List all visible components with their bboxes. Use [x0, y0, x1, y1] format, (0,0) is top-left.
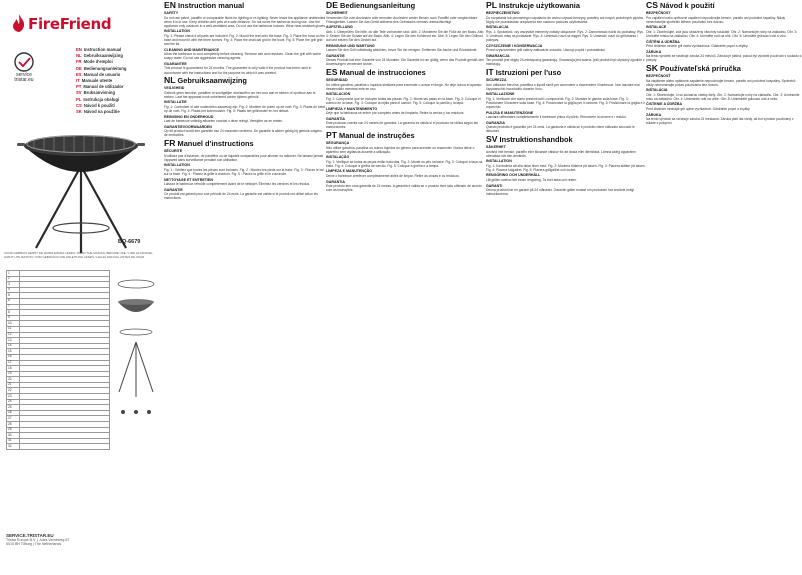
brand-name: FireFriend [28, 15, 112, 33]
section-block [326, 117, 486, 130]
section-block [646, 25, 802, 38]
block-text: Verwenden Sie zum Anzünden oder erneuten Anzünden weder Benzin noch Paraffin oder vergleichbare Flüssigkeiten. Lassen Sie das Gerät während des Gebrauchs niemals unbeaufsichtigt. [326, 15, 478, 24]
block-text: Przed czyszczeniem grill należy całkowicie ostudzić. Usunąć popiół i pozostałości. [486, 48, 606, 53]
block-heading: GARANTIE [326, 53, 345, 58]
block-heading: NETTOYAGE ET ENTRETIEN [164, 177, 213, 182]
flame-icon [12, 14, 26, 32]
block-heading: INSTALLAZIONE [486, 92, 515, 97]
section-block [646, 74, 802, 87]
part-number: 12 [7, 332, 20, 338]
block-heading: INSTALLATION [164, 29, 190, 34]
section-block [326, 78, 486, 91]
part-number: 1 [7, 271, 20, 277]
block-heading: SEGURIDAD [326, 78, 348, 83]
section-block [486, 159, 646, 172]
block-text: Este produto tem uma garantia de 24 meses. A garantia é válida se o produto tiver sido utilizado de acordo com as instruções. [326, 184, 482, 193]
read-manual-notice: VOOR GEBRUIK EERST DE HANDLEIDING LEZEN / READ THE MANUAL BEFORE USE / LIRE LE MANUEL AVANT UTILISATION / VOR GEBRAUCH DIE ANLEITUNG LESEN / LEA EL MANUAL ANTES DE USAR [4, 251, 153, 259]
section-block [164, 11, 326, 28]
block-text: Fig. 1: Kontrollera att alla delar finns med. Fig. 2: Montera fötterna på basen. Fig. 3: Placera skålen på basen. Fig. 4: Placera kolgallret. Fig. 5: Placera grillgallret och locket. [486, 163, 646, 172]
block-text: Laat de barbecue volledig afkoelen voordat u deze reinigt. Verwijder as en resten. [164, 119, 284, 124]
block-text: Op dit product wordt een garantie van 24 maanden verleend. De garantie is alleen geldig bij gebruik volgens de instructies. [164, 129, 322, 138]
footer-service-url: SERVICE.TRISTAR.EU [6, 533, 54, 538]
section-title [326, 131, 486, 140]
block-heading: INSTALLATION [164, 163, 190, 168]
language-label: Návod k použití [83, 102, 115, 108]
brand-logo [6, 6, 156, 46]
block-text: Laissez le barbecue refroidir complètement avant de le nettoyer. Éliminez les cendres et les résidus. [164, 182, 311, 187]
section-block [164, 62, 326, 75]
part-number: 23 [7, 394, 20, 400]
section-title-text: Istruzioni per l'uso [495, 67, 562, 77]
block-text: Dieses Produkt hat eine Garantie von 24 Monaten. Die Garantie ist nur gültig, wenn das Produkt gemäß den Anweisungen verwendet wurde. [326, 58, 484, 67]
block-text: Gebruik geen benzine, paraffine of soortgelijke vloeistoffen om het vuur aan te steken of opnieuw aan te steken. Laat het apparaat nooit onbeheerd achter tijdens gebruik. [164, 90, 316, 99]
section-block [164, 149, 326, 162]
section-title [486, 68, 646, 77]
block-text: Na tento výrobok sa vzťahuje záruka 24 mesiacov. Záruka platí iba vtedy, ak bol výrobok používaný v súlade s pokynmi. [646, 117, 794, 126]
language-code: SK [76, 109, 82, 115]
section-block [164, 29, 326, 46]
block-text: Pro zapálení nebo opětovné zapálení nepoužívejte benzín, parafín ani podobné kapaliny. Nikdy nenechávejte spotřebič během používání bez dozoru. [646, 15, 786, 24]
block-heading: GUARANTEE [164, 61, 187, 66]
section-block [486, 54, 646, 67]
block-heading: REINIGING EN ONDERHOUD [164, 114, 214, 119]
language-label: Manual de usuario [83, 71, 121, 77]
part-number: 17 [7, 360, 20, 366]
part-number: 21 [7, 382, 20, 388]
section-block [646, 40, 802, 49]
language-code: SV [76, 90, 82, 96]
section-block [326, 25, 486, 42]
block-text: Allow the barbecue to cool completely before cleaning. Remove ash and residues. Clean the grill with warm soapy water. Do not use aggressive cleaning agents. [164, 52, 321, 61]
section-title-text: Návod k použití [660, 1, 715, 10]
section-language-code: PT [326, 129, 337, 140]
section-block [646, 102, 802, 111]
parts-exploded-view [111, 272, 161, 432]
block-heading: ČIŠTĚNÍ A ÚDRŽBA [646, 39, 680, 44]
block-text: Låt grillen svalna helt innan rengöring. Ta bort aska och rester. [486, 178, 577, 183]
model-number: BQ-6679 [118, 239, 141, 245]
block-heading: REINIGUNG UND WARTUNG [326, 43, 375, 48]
manual-column-2 [164, 0, 326, 575]
block-heading: INSTALLATION [486, 159, 512, 164]
block-text: Não utilize gasolina, parafina ou outros líquidos do género para acender ou reacender. Nunca deixe o aparelho sem vigilância durante a utilização. [326, 145, 475, 154]
language-code: NL [76, 53, 82, 59]
part-number: 10 [7, 321, 20, 327]
part-description [20, 444, 110, 450]
section-title-text: Manual de instrucciones [339, 67, 426, 77]
section-language-code: IT [486, 66, 494, 77]
part-number: 15 [7, 349, 20, 355]
block-text: Do rozpalania lub ponownego rozpalania nie wolno używać benzyny, parafiny ani innych podobnych płynów. Nigdy nie pozostawiać urządzenia bez nadzoru podczas użytkowania. [486, 15, 644, 24]
block-text: Abb. 1: Überprüfen Sie bitte, ob alle Teile vorhanden sind. Abb. 2: Montieren Sie die Füße an der Basis. Abb. 3: Setzen Sie die Schale auf die Basis. Abb. 4: Legen Sie den Kohlerost ein. Abb. 5: Legen Sie den Grillrost auf und setzen Sie den Deckel auf. [326, 29, 485, 43]
section-block [486, 111, 646, 120]
block-heading: INSTALACIÓN [326, 92, 351, 97]
block-text: Deje que la barbacoa se enfríe por completo antes de limpiarla. Retire la ceniza y los residuos. [326, 111, 465, 116]
block-text: Fig. 1: Controleer of alle onderdelen aanwezig zijn. Fig. 2: Monteer de poten op de voet. Fig. 3: Plaats de ketel op de voet. Fig. 4: Plaats het kolenrooster. Fig. 5: Plaats het grillrooster en het deksel. [164, 105, 325, 114]
part-number: 28 [7, 422, 20, 428]
part-number: 32 [7, 444, 20, 450]
section-language-code: EN [164, 0, 176, 10]
language-label: Mode d'emploi [83, 59, 113, 65]
section-language-code: PL [486, 0, 497, 10]
block-text: Fig. 1 : Vérifiez que toutes les pièces sont incluses. Fig. 2 : Montez les pieds sur la base. Fig. 3 : Placez le bol sur la base. Fig. 4 : Placez la grille à charbon. Fig. 5 : Placez la grille et le couvercle. [164, 167, 324, 176]
section-block [326, 141, 486, 154]
section-block [646, 11, 802, 24]
section-block [326, 155, 486, 168]
language-label: Bedienungsanleitung [83, 65, 127, 71]
part-number: 19 [7, 371, 20, 377]
language-code: IT [76, 78, 80, 84]
section-block [164, 188, 326, 201]
manual-column-4 [486, 0, 646, 575]
block-heading: GARANTIA [326, 179, 345, 184]
block-heading: INSTALAÇÃO [326, 155, 350, 160]
block-heading: SÉCURITÉ [164, 149, 183, 154]
service-url: tristar.eu [14, 77, 34, 83]
part-number: 31 [7, 438, 20, 444]
part-number: 9 [7, 315, 20, 321]
part-number: 14 [7, 343, 20, 349]
block-text: Deixe o barbecue arrefecer completamente antes de limpar. Retire as cinzas e os resíduos. [326, 174, 460, 179]
block-text: Fig. 1: Verificare che siano presenti tutti i componenti. Fig. 2: Montare le gambe sulla base. Fig. 3: Posizionare il braciere sulla base. Fig. 4: Posizionare la griglia per il carbone. Fig. 5: Posizionare la griglia e il coperchio. [486, 96, 645, 110]
manual-column-3 [326, 0, 486, 575]
language-label: Bruksanvisning [83, 90, 116, 96]
block-heading: SEGURANÇA [326, 141, 350, 146]
section-title-text: Instruktionshandbok [499, 134, 573, 144]
block-text: No utilice gasolina, parafina o líquidos similares para encender o avivar el fuego. No deje nunca el aparato desatendido mientras esté en uso. [326, 82, 482, 91]
language-label: Instruction manual [83, 47, 122, 52]
block-text: Obr. 1: Skontrolujte, či sú súčasťou všetky diely. Obr. 2: Namontujte nohy na základňu. Obr. 3: Umiestnite misu na základňu. Obr. 4: Umiestnite rošt na uhlie. Obr. 5: Umiestnite grilovací rošt a veko. [646, 92, 800, 101]
section-language-code: CS [646, 0, 658, 10]
block-text: Ce produit est garanti pour une période de 24 mois. La garantie est valide si le produit est utilisé selon les instructions. [164, 192, 318, 201]
manual-column-5 [646, 0, 802, 575]
block-text: Pred čistením nechajte gril úplne vychladnúť. Odstráňte popol a zvyšky. [646, 107, 751, 112]
block-heading: LIMPIEZA Y MANTENIMIENTO [326, 106, 378, 111]
part-number: 18 [7, 366, 20, 372]
section-block [486, 11, 646, 24]
section-title [326, 1, 486, 10]
part-number: 30 [7, 433, 20, 439]
section-block [326, 107, 486, 116]
part-number: 20 [7, 377, 20, 383]
language-code: PT [76, 84, 82, 90]
service-logo [6, 51, 42, 81]
section-language-code: DE [326, 0, 338, 10]
section-block [326, 92, 486, 105]
section-block [164, 86, 326, 99]
block-heading: GARANTIE [164, 187, 183, 192]
block-heading: SICHERHEIT [326, 11, 348, 16]
block-text: Non utilizzare benzina, paraffina o liquidi simili per accendere o riaccendere il barbecue. Non lasciare mai l'apparecchio incustodito durante l'uso. [486, 82, 640, 91]
block-heading: AUFSTELLUNG [326, 25, 353, 30]
section-block [646, 113, 802, 126]
block-heading: INSTALACE [646, 25, 667, 30]
section-title [326, 68, 486, 77]
part-number: 2 [7, 276, 20, 282]
section-block [164, 100, 326, 113]
block-heading: GARANZIA [486, 120, 505, 125]
block-text: Fig. 1: Please check if all parts are included. Fig. 2: Mount the feet onto the base. Fig. 3: Place the bowl on the base and mount it with the three screws. Fig. 4: Place the charcoal grid in the bowl. Fig. 5: Place the grill grid and the lid. [164, 34, 325, 47]
section-block [164, 48, 326, 61]
block-heading: SAFETY [164, 11, 179, 16]
section-block [486, 92, 646, 109]
section-block [164, 115, 326, 124]
block-heading: RENGÖRING OCH UNDERHÅLL [486, 173, 541, 178]
part-number: 16 [7, 354, 20, 360]
block-heading: INŠTALÁCIA [646, 88, 668, 93]
block-text: Obr. 1: Zkontrolujte, zda jsou obsaženy všechny součásti. Obr. 2: Namontujte nohy na základnu. Obr. 3: Umístěte misku na základnu. Obr. 4: Umístěte rošt na uhlí. Obr. 5: Umístěte grilovací rošt a víko. [646, 29, 798, 39]
section-title-text: Instrukcje użytkowania [499, 1, 580, 10]
block-heading: SICUREZZA [486, 78, 507, 83]
language-code: DE [76, 65, 82, 71]
section-block [486, 145, 646, 158]
language-code: ES [76, 71, 82, 77]
section-language-code: SV [486, 133, 498, 144]
block-heading: ZÁRUKA [646, 112, 662, 117]
section-block [646, 50, 802, 63]
block-heading: CLEANING AND MAINTENANCE [164, 47, 219, 52]
language-label: Návod na použitie [83, 109, 120, 115]
part-number: 29 [7, 427, 20, 433]
block-text: Do not use petrol, paraffin or comparable fluids for lighting or re-lighting. Never leave the appliance unattended when it is in use. Keep children and pets at a safe distance. Do not move the barbecue during use. Use the appliance only outdoors in a well-ventilated area. Do not use the barbecue indoors. Wear heat-resistant gloves. [164, 15, 326, 28]
section-title [646, 1, 802, 10]
section-block [486, 44, 646, 53]
footer-address-1: Tristar Europe B.V. | Jules Verneweg 87 [6, 538, 70, 542]
section-language-code: FR [164, 137, 176, 148]
block-heading: BEZPEČNOST [646, 11, 671, 16]
part-number: 27 [7, 416, 20, 422]
section-block [486, 184, 646, 197]
section-title-text: Používateľská príručka [660, 63, 741, 73]
section-title [164, 1, 326, 10]
part-number: 26 [7, 410, 20, 416]
part-number: 3 [7, 282, 20, 288]
block-text: Rys. 1: Sprawdzić, czy wszystkie elementy zostały dołączone. Rys. 2: Zamontować nóżki do podstawy. Rys. 3: Umieścić misę na podstawie. Rys. 4: Umieścić ruszt na węgiel. Rys. 5: Umieścić ruszt do grillowania i pokrywę. [486, 29, 644, 43]
language-label: Instrukcja obsługi [83, 96, 120, 102]
block-heading: GARANTÍA [326, 116, 345, 121]
block-heading: ČISTENIE A ÚDRŽBA [646, 102, 683, 107]
section-title [486, 1, 646, 10]
part-number: 6 [7, 298, 20, 304]
section-title-text: Instruction manual [178, 1, 245, 10]
section-title-text: Bedienungsanleitung [340, 1, 416, 10]
service-label: service [16, 72, 32, 78]
block-text: Este producto cuenta con 24 meses de garantía. La garantía es válida si el producto se utiliza según las instrucciones. [326, 121, 478, 130]
language-code: CS [76, 102, 82, 108]
block-text: Använd inte bensin, paraffin eller liknande vätskor för att tända eller återtända. Lämna aldrig apparaten obevakad när den används. [486, 149, 636, 158]
section-block [326, 11, 486, 24]
block-heading: BEZPEČNOSŤ [646, 74, 671, 79]
footer [6, 533, 156, 547]
block-heading: SÄKERHET [486, 145, 506, 150]
language-label: Manual de utilizador [83, 84, 124, 90]
cover-column [0, 0, 164, 575]
language-code: PL [76, 96, 82, 102]
block-heading: LIMPEZA E MANUTENÇÃO [326, 169, 372, 174]
section-block [646, 88, 802, 101]
part-number: 25 [7, 405, 20, 411]
section-title [646, 64, 802, 73]
parts-table [6, 270, 110, 450]
section-language-code: SK [646, 62, 658, 73]
section-block [164, 163, 326, 176]
block-text: This product is guaranteed for 24 months. The guarantee is only valid if the product has been used in accordance with the instructions and for the purpose for which it was created. [164, 66, 312, 75]
section-language-code: ES [326, 66, 338, 77]
section-block [326, 180, 486, 193]
part-number: 5 [7, 293, 20, 299]
section-title-text: Gebruiksaanwijzing [177, 76, 247, 86]
block-heading: VEILIGHEID [164, 86, 185, 91]
barbecue-product-image [14, 88, 149, 258]
language-code: EN [76, 47, 82, 52]
section-title [164, 76, 326, 85]
section-title [486, 135, 646, 144]
section-block [486, 78, 646, 91]
part-number: 22 [7, 388, 20, 394]
section-block [486, 173, 646, 182]
part-number: 24 [7, 399, 20, 405]
section-title-text: Manuel d'instructions [177, 138, 254, 148]
block-text: Ten produkt jest objęty 24-miesięczną gwarancją. Gwarancja jest ważna, jeśli produkt był używany zgodnie z instrukcją. [486, 58, 645, 67]
section-title [164, 139, 326, 148]
block-heading: PULIZIA E MANUTENZIONE [486, 110, 534, 115]
section-block [486, 25, 646, 42]
block-text: Lassen Sie den Grill vollständig abkühlen, bevor Sie ihn reinigen. Entfernen Sie Asche und Rückstände. [326, 48, 478, 53]
block-text: Před čištěním nechte gril zcela vychladnout. Odstraňte popel a zbytky. [646, 44, 749, 49]
footer-address-2: 5015 BH Tilburg | The Netherlands [6, 542, 62, 547]
section-block [326, 169, 486, 178]
block-heading: CZYSZCZENIE I KONSERWACJA [486, 43, 543, 48]
block-text: Fig. 1: Compruebe que se incluyen todas las piezas. Fig. 2: Monte las patas en la base. Fig. 3: Coloque el cuenco en la base. Fig. 4: Coloque la rejilla para el carbón. Fig. 5: Coloque la parrilla y la tapa. [326, 96, 481, 105]
part-number: 8 [7, 310, 20, 316]
language-label: Manuale utente [81, 78, 113, 84]
parts-row [7, 444, 110, 450]
part-number: 11 [7, 326, 20, 332]
block-text: Questo prodotto è garantito per 24 mesi. La garanzia è valida se il prodotto viene utilizzato secondo le istruzioni. [486, 125, 635, 134]
block-heading: INSTALLATIE [164, 100, 187, 105]
block-heading: BEZPIECZEŃSTWO [486, 11, 520, 16]
service-badge-icon [6, 51, 42, 73]
section-block [164, 178, 326, 187]
section-block [486, 121, 646, 134]
block-heading: GARANTI [486, 183, 503, 188]
language-code: FR [76, 59, 82, 65]
block-text: Fig. 1: Verifique se todas as peças estão incluídas. Fig. 2: Monte os pés na base. Fig. 3: Coloque a taça na base. Fig. 4: Coloque a grelha de carvão. Fig. 5: Coloque a grelha e a tampa. [326, 159, 483, 168]
section-block [326, 44, 486, 53]
section-block [326, 54, 486, 67]
block-heading: GWARANCJA [486, 53, 510, 58]
part-number: 13 [7, 338, 20, 344]
section-language-code: NL [164, 75, 176, 86]
block-text: N'utilisez pas d'essence, de paraffine ou de liquides comparables pour allumer ou rallumer. Ne laissez jamais l'appareil sans surveillance pendant son utilisation. [164, 153, 324, 162]
block-heading: INSTALACJA [486, 25, 509, 30]
block-heading: GARANTIEVOORWAARDEN [164, 124, 212, 129]
block-heading: ZÁRUKA [646, 49, 662, 54]
block-text: Lasciare raffreddare completamente il barbecue prima di pulirlo. Rimuovere la cenere e i residui. [486, 115, 627, 120]
part-number: 7 [7, 304, 20, 310]
part-number: 4 [7, 287, 20, 293]
block-text: Na zapálenie alebo opätovné zapálenie nepoužívajte benzín, parafín ani podobné kvapaliny. Spotrebič nikdy nenechávajte počas používania bez dozoru. [646, 78, 796, 87]
section-block [164, 125, 326, 138]
block-text: Na tento výrobek se vztahuje záruka 24 měsíců. Záruka je platná, pokud byl výrobek používán v souladu s pokyny. [646, 54, 802, 63]
block-text: Denna produkt har en garanti på 24 månader. Garantin gäller endast om produkten har använts enligt instruktionerna. [486, 188, 635, 197]
section-title-text: Manual de instruções [339, 130, 415, 140]
language-label: Gebruiksaanwijzing [83, 53, 123, 59]
